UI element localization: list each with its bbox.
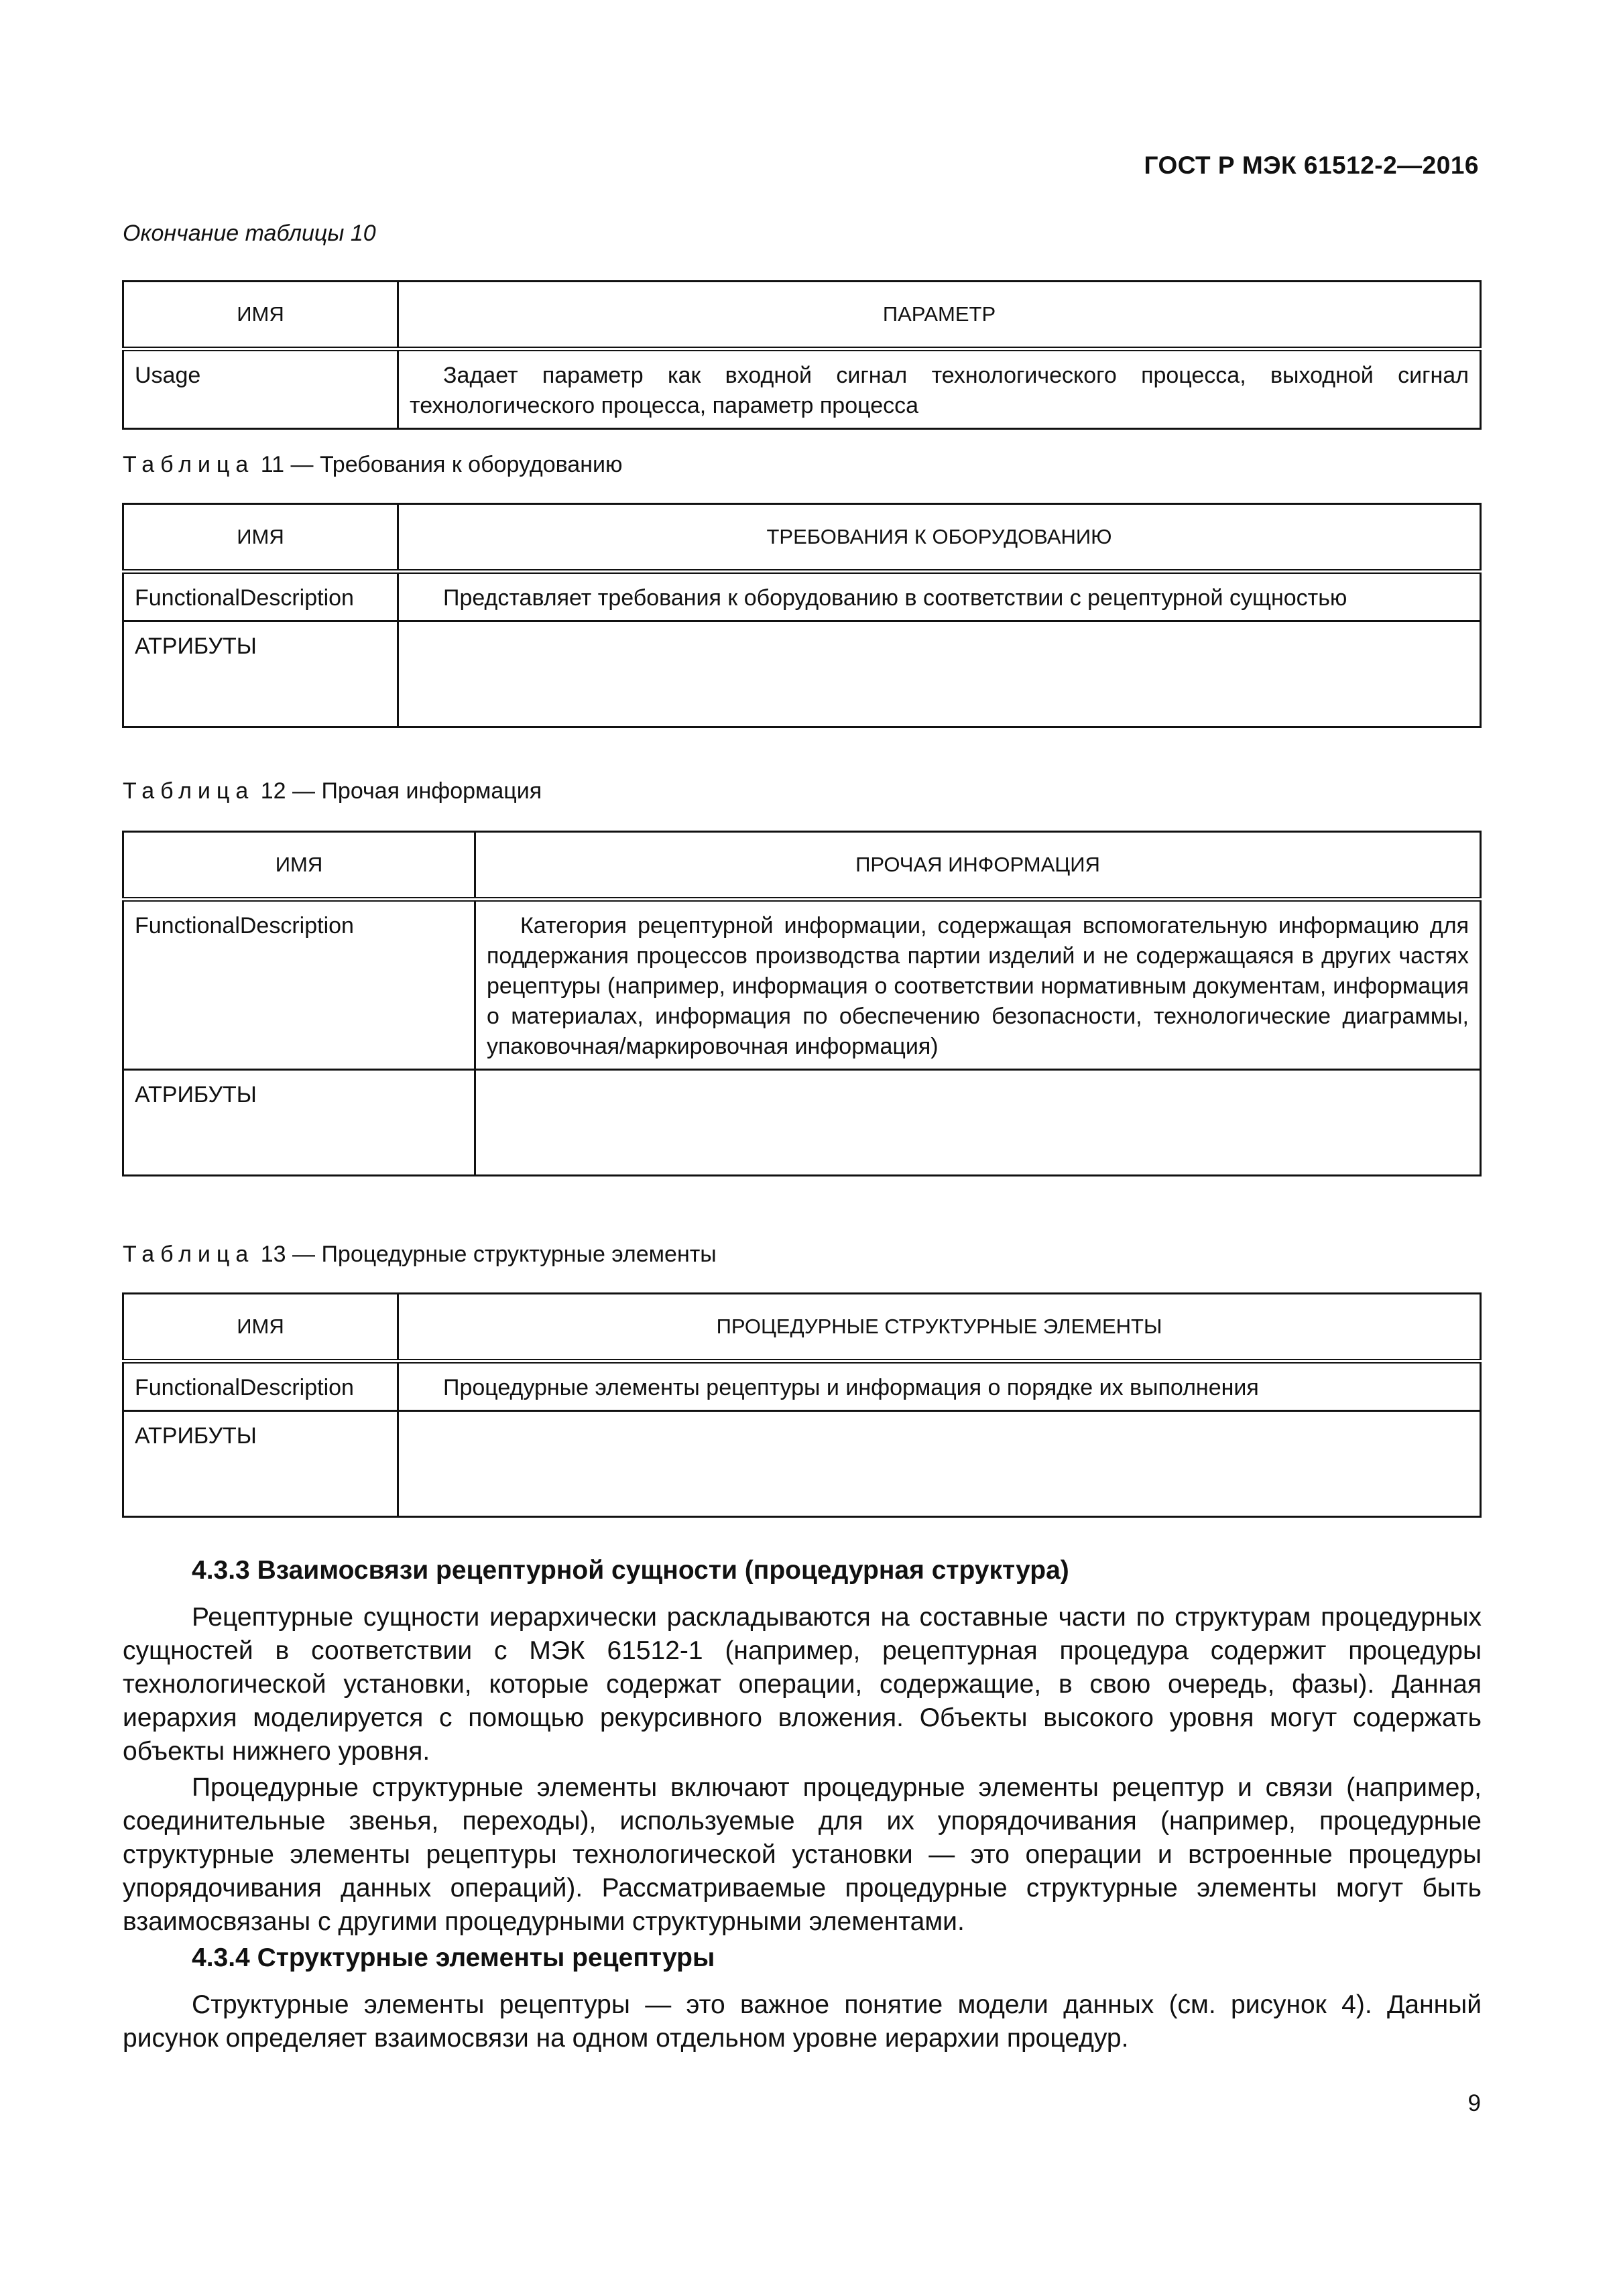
table-row: [123, 1411, 1481, 1517]
section-433-heading: 4.3.3 Взаимосвязи рецептурной сущности (процедурная структура): [192, 1556, 1069, 1585]
table12-row-value: Категория рецептурной информации, содержащая вспомогательную информацию для поддержания процессов производства партии изделий и не содержащаяся в других частях рецептуры (например, информация о соответствии нормативным документам, информация о материалах, информация по обеспечению безопасности, технологические диаграммы, упаковочная/маркировочная информация): [475, 900, 1481, 1070]
table13: [122, 1292, 1482, 1518]
table10-caption: Окончание таблицы 10: [123, 221, 376, 246]
table10-col-value: ПАРАМЕТР: [398, 282, 1481, 349]
table13-row-name: АТРИБУТЫ: [123, 1411, 398, 1517]
table13-row-name: FunctionalDescription: [123, 1362, 398, 1411]
table11-caption: [123, 452, 622, 478]
table10-row-value: Задает параметр как входной сигнал технологического процесса, выходной сигнал технологического процесса, параметр процесса: [398, 349, 1481, 429]
table12-caption-prefix: Таблица: [123, 778, 255, 804]
document-standard-header: ГОСТ Р МЭК 61512-2—2016: [1144, 152, 1479, 179]
table11-row-name: АТРИБУТЫ: [123, 621, 398, 727]
table11-caption-prefix: Таблица: [123, 452, 255, 477]
table13-caption-title: 13 — Процедурные структурные элементы: [254, 1242, 717, 1267]
table-row: [123, 1362, 1481, 1411]
table13-caption: [123, 1242, 717, 1268]
table11-caption-title: 11 — Требования к оборудованию: [254, 452, 623, 477]
table-row: [123, 1070, 1481, 1176]
table11-col-value: ТРЕБОВАНИЯ К ОБОРУДОВАНИЮ: [398, 504, 1481, 572]
table-row: [123, 900, 1481, 1070]
section-433-paragraph-2: Процедурные структурные элементы включают процедурные элементы рецептур и связи (например, соединительные звенья, переходы), используемые для их упорядочивания (например, процедурные структурные элементы рецептуры технологической установки — это операции и встроенные процедуры упорядочивания данных операций). Рассматриваемые процедурные структурные элементы могут быть взаимосвязаны с другими процедурными структурными элементами.: [123, 1773, 1482, 1936]
table10-col-name: ИМЯ: [123, 282, 398, 349]
section-434-paragraph-1: Структурные элементы рецептуры — это важное понятие модели данных (см. рисунок 4). Данный рисунок определяет взаимосвязи на одном отдельном уровне иерархии процедур.: [123, 1990, 1482, 2053]
table12-caption: [123, 778, 542, 804]
table13-col-value: ПРОЦЕДУРНЫЕ СТРУКТУРНЫЕ ЭЛЕМЕНТЫ: [398, 1294, 1481, 1362]
table12-col-value: ПРОЧАЯ ИНФОРМАЦИЯ: [475, 832, 1481, 900]
table11: [122, 503, 1482, 728]
table12-row-value: [475, 1070, 1481, 1176]
section-434-heading: 4.3.4 Структурные элементы рецептуры: [192, 1943, 715, 1972]
table13-caption-prefix: Таблица: [123, 1242, 255, 1267]
table10-row-name: Usage: [123, 349, 398, 429]
table11-row-value: [398, 621, 1481, 727]
table-row: [123, 349, 1481, 429]
table12: [122, 831, 1482, 1176]
table13-row-value: [398, 1411, 1481, 1517]
table13-row-value: Процедурные элементы рецептуры и информация о порядке их выполнения: [398, 1362, 1481, 1411]
table12-caption-title: 12 — Прочая информация: [254, 778, 542, 804]
table-row: [123, 621, 1481, 727]
page-number: 9: [1467, 2090, 1481, 2116]
table11-col-name: ИМЯ: [123, 504, 398, 572]
table13-col-name: ИМЯ: [123, 1294, 398, 1362]
table11-row-value: Представляет требования к оборудованию в соответствии с рецептурной сущностью: [398, 572, 1481, 621]
table12-row-name: АТРИБУТЫ: [123, 1070, 475, 1176]
table12-col-name: ИМЯ: [123, 832, 475, 900]
section-433-paragraph-1: Рецептурные сущности иерархически раскладываются на составные части по структурам процедурных сущностей в соответствии с МЭК 61512-1 (например, рецептурная процедура содержит процедуры технологической установки, которые содержат операции, содержащие, в свою очередь, фазы). Данная иерархия моделируется с помощью рекурсивного вложения. Объекты высокого уровня могут содержать объекты нижнего уровня.: [123, 1603, 1482, 1766]
table10: [122, 280, 1482, 430]
table-row: [123, 572, 1481, 621]
table11-row-name: FunctionalDescription: [123, 572, 398, 621]
table12-row-name: FunctionalDescription: [123, 900, 475, 1070]
